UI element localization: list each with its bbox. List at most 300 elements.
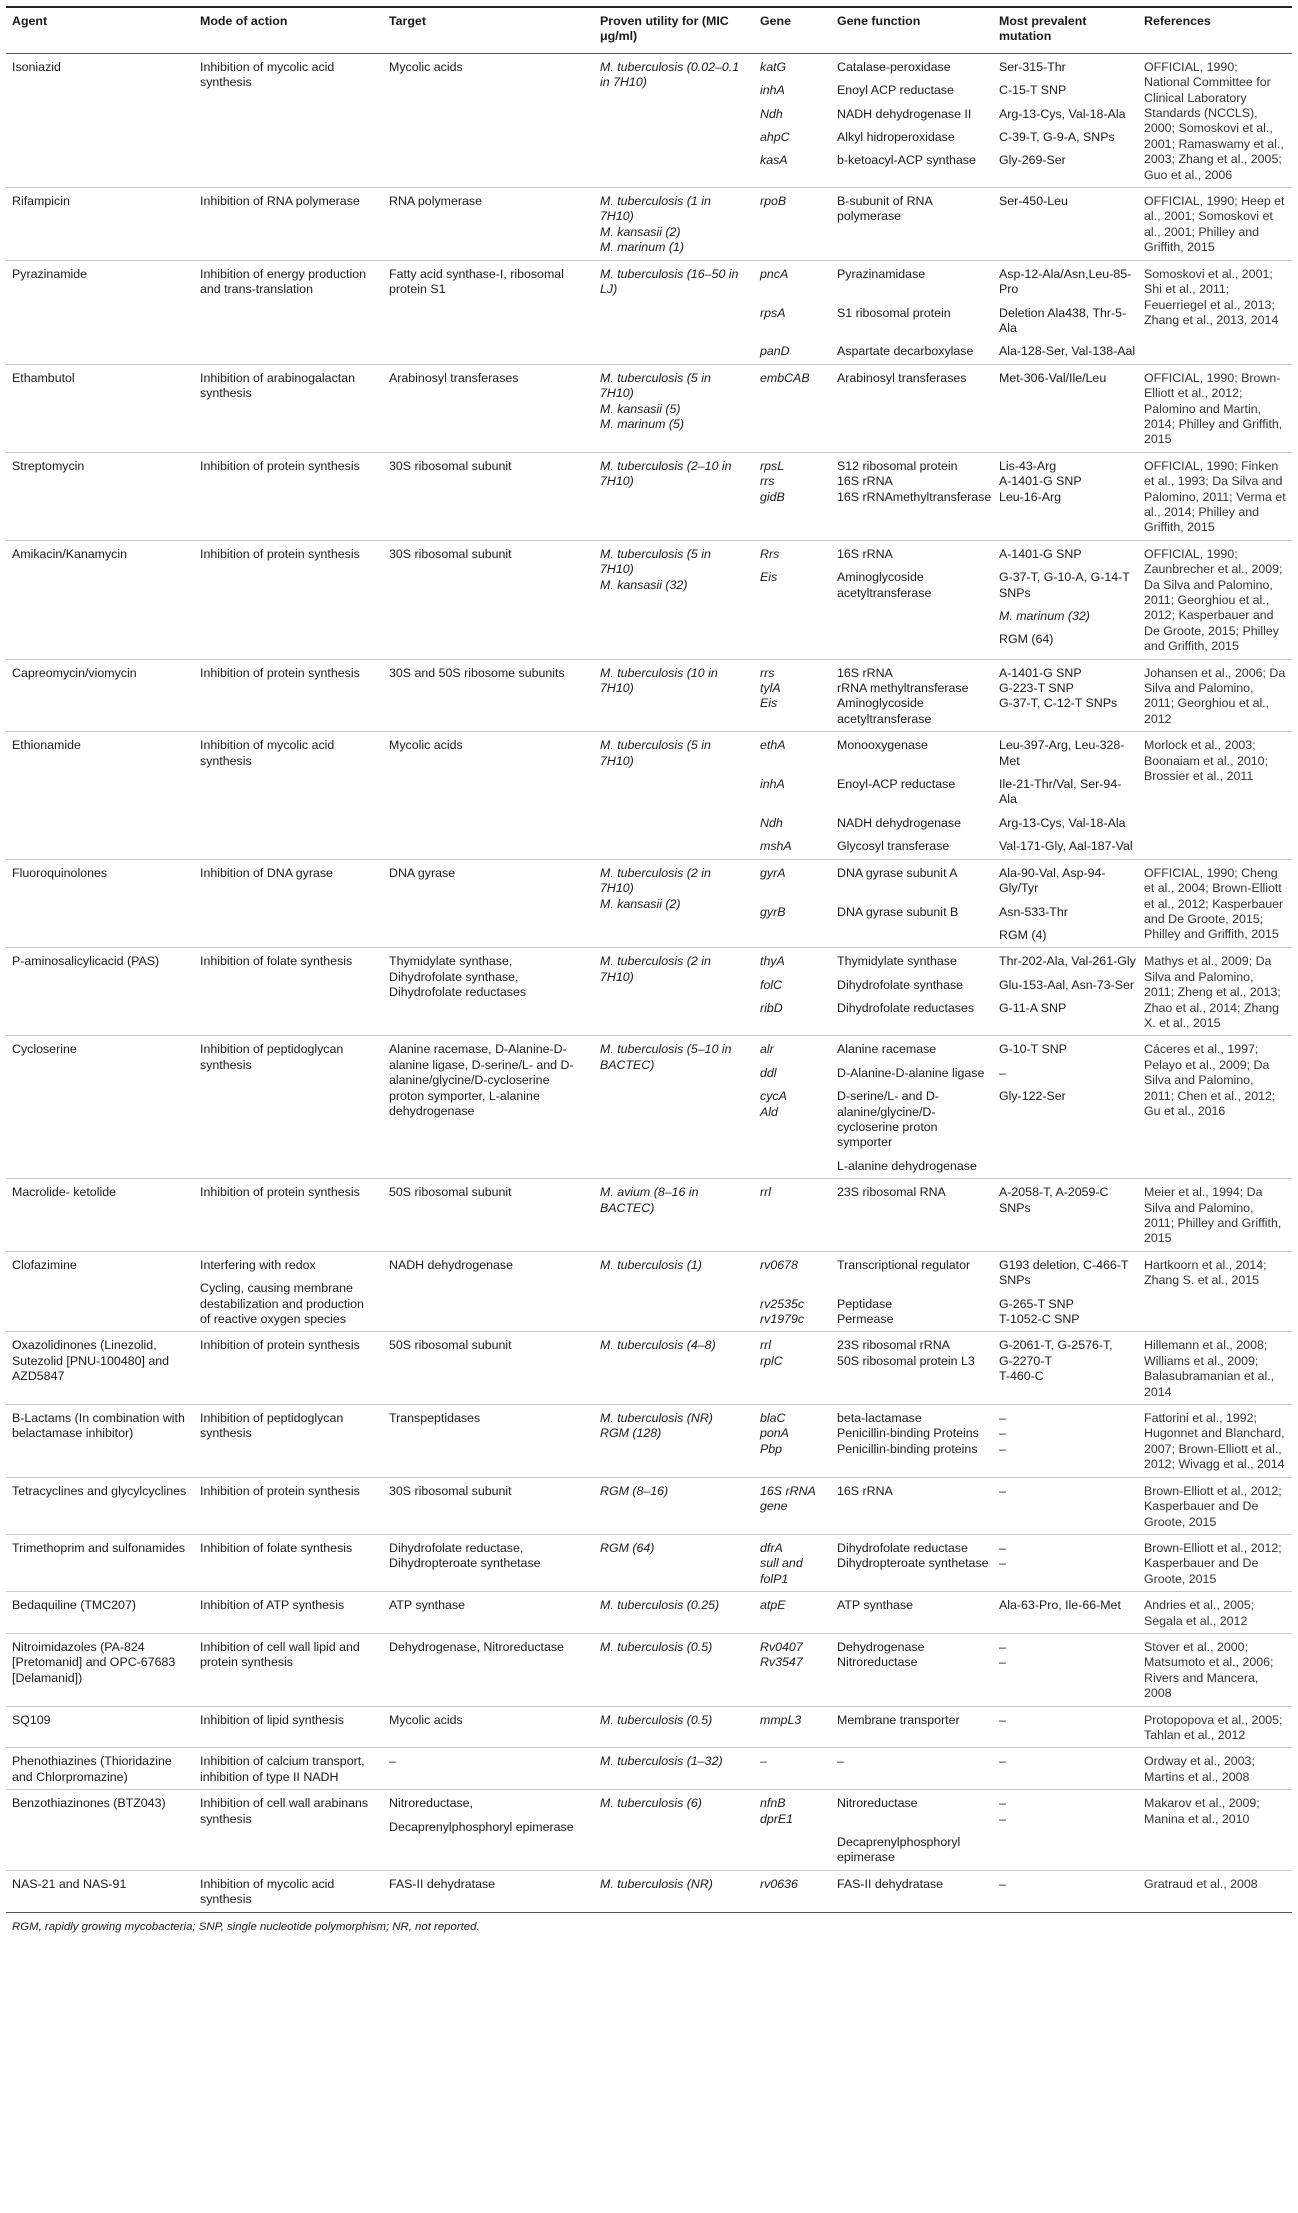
gene-name: ddl xyxy=(760,1065,777,1080)
target-cell xyxy=(383,1332,594,1405)
mutation: T-460-C xyxy=(999,1369,1044,1384)
agent-cell xyxy=(6,53,194,187)
mutation-cell xyxy=(993,452,1138,540)
agent-name: Nitroimidazoles (PA-824 [Pretomanid] and OPC-67683 [Delamanid]) xyxy=(12,1639,176,1685)
agent-name: SQ109 xyxy=(12,1712,51,1727)
mode-cell xyxy=(194,1870,383,1912)
mutation-entry xyxy=(999,1754,1138,1769)
gene-name: dprE1 xyxy=(760,1811,794,1826)
target: DNA gyrase xyxy=(389,865,456,880)
mode-of-action: Inhibition of protein synthesis xyxy=(200,546,360,561)
references: Fattorini et al., 1992; Hugonnet and Blanchard, 2007; Brown-Elliott et al., 2012; Wivagg et al., 2014 xyxy=(1144,1411,1285,1472)
gene-cell xyxy=(754,659,831,732)
proven-utility: M. tuberculosis (NR) xyxy=(600,1411,713,1426)
mutation: – xyxy=(999,1540,1006,1555)
mutation: Thr-202-Ala, Val-261-Gly xyxy=(999,954,1136,969)
utility-cell xyxy=(594,948,754,1036)
table-row xyxy=(6,1036,1292,1179)
mutation xyxy=(999,1159,1138,1174)
gene-entry xyxy=(760,1185,831,1216)
gene-cell xyxy=(754,1706,831,1748)
gene-cell xyxy=(754,1332,831,1405)
gene-name: katG xyxy=(760,59,787,74)
gene-entry xyxy=(760,954,831,969)
mutation-entry xyxy=(999,1066,1138,1081)
gene-function: b-ketoacyl-ACP synthase xyxy=(837,153,976,168)
gene-function: Membrane transporter xyxy=(837,1712,960,1727)
agent-name: Benzothiazinones (BTZ043) xyxy=(12,1796,166,1811)
mutation-entry xyxy=(999,1598,1138,1613)
references-cell xyxy=(1138,1592,1292,1634)
mutation: Ala-90-Val, Asp-94-Gly/Tyr xyxy=(999,865,1106,896)
gene-function: Monooxygenase xyxy=(837,738,928,753)
gene-function: beta-lactamase xyxy=(837,1411,922,1426)
gene-function-entry xyxy=(837,130,993,145)
gene-function: Dihydrofolate synthase xyxy=(837,977,964,992)
gene-function-cell xyxy=(831,732,993,859)
proven-utility: M. kansasii (32) xyxy=(600,577,688,592)
references: OFFICIAL, 1990; Cheng et al., 2004; Brown-Elliott et al., 2012; Kasperbauer and De Groote, 2015; Philley and Griffith, 2015 xyxy=(1144,865,1284,942)
header-mode-of-action: Mode of action xyxy=(194,7,383,53)
gene-cell xyxy=(754,1477,831,1534)
gene-name: gyrB xyxy=(760,904,786,919)
gene-function-entry xyxy=(837,905,993,920)
gene-function-entry xyxy=(837,866,993,897)
target-cell xyxy=(383,948,594,1036)
mutation-entry xyxy=(999,130,1138,145)
gene-entry xyxy=(760,107,831,122)
gene-cell xyxy=(754,732,831,859)
mutation: G193 deletion, C-466-T SNPs xyxy=(999,1257,1129,1288)
gene-function-cell xyxy=(831,364,993,452)
mode-cell xyxy=(194,1592,383,1634)
target-cell xyxy=(383,452,594,540)
utility-cell xyxy=(594,732,754,859)
mutation-cell xyxy=(993,1706,1138,1748)
references: OFFICIAL, 1990; Brown-Elliott et al., 2012; Palomino and Martin, 2014; Philley and Griffith, 2015 xyxy=(1144,370,1283,447)
gene-name: gidB xyxy=(760,489,785,504)
utility-cell xyxy=(594,540,754,659)
proven-utility: M. tuberculosis (6) xyxy=(600,1796,702,1811)
gene-function-entry xyxy=(837,1835,993,1866)
mutation: A-1401-G SNP xyxy=(999,546,1082,561)
spacer xyxy=(389,1812,588,1820)
target: Alanine racemase, D-Alanine-D-alanine ligase, D-serine/L- and D-alanine/glycine/D-cycloserine proton symporter, L-alanine dehydrogenase xyxy=(389,1042,574,1118)
gene-function-entry xyxy=(837,1354,993,1385)
utility-cell xyxy=(594,1790,754,1871)
gene-entry xyxy=(760,1835,831,1866)
references: Morlock et al., 2003; Boonaiam et al., 2010; Brossier et al., 2011 xyxy=(1144,738,1268,784)
target-cell xyxy=(383,1633,594,1706)
mode-cell xyxy=(194,859,383,948)
mutation: A-2058-T, A-2059-C SNPs xyxy=(999,1185,1109,1215)
target-cell xyxy=(383,1790,594,1871)
proven-utility: M. tuberculosis (1–32) xyxy=(600,1754,723,1769)
gene-entry xyxy=(760,459,831,474)
mutation-entry xyxy=(999,459,1138,474)
agent-cell xyxy=(6,1633,194,1706)
proven-utility: RGM (64) xyxy=(600,1540,655,1555)
gene-function: Nitroreductase xyxy=(837,1796,918,1811)
agent-cell xyxy=(6,452,194,540)
gene-name xyxy=(760,1159,831,1174)
gene-entry xyxy=(760,1042,831,1057)
header-agent: Agent xyxy=(6,7,194,53)
proven-utility: M. tuberculosis (2 in 7H10) xyxy=(600,865,711,896)
gene-function-entry xyxy=(837,1159,993,1174)
mutation-cell xyxy=(993,1036,1138,1179)
utility-cell xyxy=(594,53,754,187)
mutation-cell xyxy=(993,1592,1138,1634)
references: Gratraud et al., 2008 xyxy=(1144,1876,1258,1891)
gene-entry xyxy=(760,1312,831,1327)
gene-name: pncA xyxy=(760,266,789,281)
header-gene-function: Gene function xyxy=(831,7,993,53)
utility-cell xyxy=(594,1748,754,1790)
agent-name: Ethambutol xyxy=(12,370,75,385)
gene-entry xyxy=(760,306,831,337)
gene-function: Enoyl-ACP reductase xyxy=(837,777,956,792)
mutation-entry xyxy=(999,344,1138,359)
mode-of-action: Inhibition of DNA gyrase xyxy=(200,865,333,880)
proven-utility: M. tuberculosis (5 in 7H10) xyxy=(600,738,711,768)
gene-function: 23S ribosomal rRNA xyxy=(837,1338,950,1353)
agent-cell xyxy=(6,1748,194,1790)
target: Arabinosyl transferases xyxy=(389,370,519,385)
mode-of-action: Inhibition of ATP synthesis xyxy=(200,1598,345,1613)
mutation-entry xyxy=(999,666,1138,681)
mutation-cell xyxy=(993,732,1138,859)
gene-function: Glycosyl transferase xyxy=(837,839,950,854)
references-cell xyxy=(1138,1633,1292,1706)
proven-utility: M. tuberculosis (2–10 in 7H10) xyxy=(600,458,732,489)
gene-function-entry xyxy=(837,954,993,969)
gene-function-entry xyxy=(837,194,993,225)
proven-utility: M. marinum (5) xyxy=(600,416,684,431)
gene-name: alr xyxy=(760,1042,774,1057)
gene-function-entry xyxy=(837,1640,993,1655)
mutation-cell xyxy=(993,540,1138,659)
gene-name: nfnB xyxy=(760,1796,786,1811)
table-row xyxy=(6,732,1292,859)
agent-cell xyxy=(6,1790,194,1871)
gene-entry xyxy=(760,978,831,993)
table-row xyxy=(6,1332,1292,1405)
mode-of-action: Inhibition of folate synthesis xyxy=(200,1540,353,1555)
table-row xyxy=(6,1179,1292,1252)
mutation-entry xyxy=(999,839,1138,854)
mutation: Asn-533-Thr xyxy=(999,904,1068,919)
mutation-entry xyxy=(999,1258,1138,1289)
references: Protopopova et al., 2005; Tahlan et al., 2012 xyxy=(1144,1712,1283,1742)
gene-entry xyxy=(760,777,831,808)
mutation-entry xyxy=(999,696,1138,727)
mutation-entry xyxy=(999,928,1138,943)
gene-entry xyxy=(760,1297,831,1312)
gene-entry xyxy=(760,1655,831,1670)
gene-entry xyxy=(760,1338,831,1353)
gene-function: Alanine racemase xyxy=(837,1042,937,1057)
gene-function: Dihydrofolate reductases xyxy=(837,1001,975,1016)
mode-of-action: Inhibition of calcium transport, inhibition of type II NADH xyxy=(200,1754,365,1784)
utility-cell xyxy=(594,859,754,948)
gene-function: Penicillin-binding proteins xyxy=(837,1441,978,1456)
gene-function-entry xyxy=(837,371,993,386)
gene-function: Enoyl ACP reductase xyxy=(837,83,954,98)
target: NADH dehydrogenase xyxy=(389,1257,513,1272)
gene-name: mmpL3 xyxy=(760,1712,802,1727)
mutation-entry xyxy=(999,681,1138,696)
gene-function: Penicillin-binding Proteins xyxy=(837,1426,979,1441)
mutation-entry xyxy=(999,1796,1138,1811)
references-cell xyxy=(1138,1748,1292,1790)
mode-of-action: Inhibition of arabinogalactan synthesis xyxy=(200,370,355,401)
agent-name: Pyrazinamide xyxy=(12,266,88,281)
gene-function-entry xyxy=(837,1541,993,1556)
mode-cell xyxy=(194,1405,383,1478)
target-cell xyxy=(383,659,594,732)
mycobacteria-drug-table xyxy=(6,6,1292,1913)
mode-cell xyxy=(194,1748,383,1790)
agent-name: Rifampicin xyxy=(12,194,70,209)
target-cell xyxy=(383,540,594,659)
mutation: T-1052-C SNP xyxy=(999,1312,1080,1327)
gene-function: Decaprenylphosphoryl epimerase xyxy=(837,1835,961,1865)
references: OFFICIAL, 1990; Heep et al., 2001; Somoskovi et al., 2001; Philley and Griffith, 2015 xyxy=(1144,194,1285,255)
mutation-entry xyxy=(999,1185,1138,1216)
gene-function-entry xyxy=(837,344,993,359)
mutation: Ile-21-Thr/Val, Ser-94-Ala xyxy=(999,777,1122,807)
table-row xyxy=(6,260,1292,364)
mutation: Deletion Ala438, Thr-5-Ala xyxy=(999,305,1127,335)
header-most-prevalent-mutation: Most prevalent mutation xyxy=(993,7,1138,53)
table-row xyxy=(6,1870,1292,1912)
mode-cell xyxy=(194,364,383,452)
gene-function: Aspartate decarboxylase xyxy=(837,344,974,359)
references-cell xyxy=(1138,1179,1292,1252)
mode-of-action: Inhibition of mycolic acid synthesis xyxy=(200,1876,335,1907)
target: Mycolic acids xyxy=(389,1712,463,1727)
gene-function-entry xyxy=(837,267,993,298)
mode-of-action: Inhibition of mycolic acid synthesis xyxy=(200,738,335,768)
mode-cell xyxy=(194,1251,383,1332)
target-cell xyxy=(383,1179,594,1252)
mutation: – xyxy=(999,1796,1006,1811)
target: RNA polymerase xyxy=(389,194,482,209)
proven-utility: M. marinum (1) xyxy=(600,240,684,255)
references-cell xyxy=(1138,948,1292,1036)
gene-function-entry xyxy=(837,1411,993,1426)
mode-of-action: Inhibition of energy production and trans-translation xyxy=(200,266,367,297)
gene-cell xyxy=(754,1036,831,1179)
mutation-cell xyxy=(993,1251,1138,1332)
target: Transpeptidases xyxy=(389,1411,481,1426)
target-cell xyxy=(383,1036,594,1179)
references-cell xyxy=(1138,53,1292,187)
table-row xyxy=(6,1534,1292,1591)
agent-cell xyxy=(6,540,194,659)
gene-function-entry xyxy=(837,738,993,769)
gene-name: Ndh xyxy=(760,106,783,121)
mutation-cell xyxy=(993,659,1138,732)
mutation: A-1401-G SNP xyxy=(999,474,1082,489)
references: Cáceres et al., 1997; Pelayo et al., 2009; Da Silva and Palomino, 2011; Chen et al., 2012; Gu et al., 2016 xyxy=(1144,1042,1276,1118)
table-body xyxy=(6,53,1292,1912)
references: Ordway et al., 2003; Martins et al., 2008 xyxy=(1144,1754,1255,1784)
gene-function-entry xyxy=(837,83,993,98)
references-cell xyxy=(1138,260,1292,364)
utility-cell xyxy=(594,1405,754,1478)
gene-function: 16S rRNAmethyltransferase xyxy=(837,489,992,504)
gene-entry xyxy=(760,1754,831,1769)
gene-function: FAS-II dehydratase xyxy=(837,1876,944,1891)
gene-function-entry xyxy=(837,1297,993,1312)
mutation-entry xyxy=(999,1442,1138,1457)
mutation: M. marinum (32) xyxy=(999,609,1090,623)
gene-name: folC xyxy=(760,977,783,992)
utility-cell xyxy=(594,188,754,261)
references: Brown-Elliott et al., 2012; Kasperbauer and De Groote, 2015 xyxy=(1144,1540,1282,1586)
gene-name: rv0636 xyxy=(760,1876,798,1891)
gene-function: Pyrazinamidase xyxy=(837,266,926,281)
gene-name xyxy=(760,1835,831,1850)
references-cell xyxy=(1138,732,1292,859)
table-row xyxy=(6,53,1292,187)
gene-entry xyxy=(760,1354,831,1385)
mode-of-action: Inhibition of protein synthesis xyxy=(200,1185,360,1200)
gene-entry xyxy=(760,1556,831,1587)
gene-function: Nitroreductase xyxy=(837,1655,918,1670)
mutation xyxy=(999,1835,1138,1850)
mutation-entry xyxy=(999,83,1138,98)
gene-entry xyxy=(760,83,831,98)
gene-function-entry xyxy=(837,696,993,727)
target: Nitroreductase, xyxy=(389,1796,474,1811)
gene-function-cell xyxy=(831,859,993,948)
utility-cell xyxy=(594,1036,754,1179)
agent-name: Trimethoprim and sulfonamides xyxy=(12,1540,186,1555)
gene-function-cell xyxy=(831,659,993,732)
proven-utility: M. avium (8–16 in BACTEC) xyxy=(600,1185,699,1215)
gene-entry xyxy=(760,267,831,298)
gene-function-entry xyxy=(837,1066,993,1081)
gene-function-cell xyxy=(831,1405,993,1478)
gene-cell xyxy=(754,859,831,948)
references: Stover et al., 2000; Matsumoto et al., 2006; Rivers and Mancera, 2008 xyxy=(1144,1639,1274,1701)
gene-function-entry xyxy=(837,1812,993,1827)
gene-entry xyxy=(760,666,831,681)
utility-cell xyxy=(594,1179,754,1252)
mutation: Leu-16-Arg xyxy=(999,489,1061,504)
agent-name: Phenothiazines (Thioridazine and Chlorpromazine) xyxy=(12,1754,172,1784)
references: Brown-Elliott et al., 2012; Kasperbauer and De Groote, 2015 xyxy=(1144,1483,1282,1529)
agent-cell xyxy=(6,1534,194,1591)
gene-entry xyxy=(760,547,831,562)
mutation: Ser-315-Thr xyxy=(999,59,1066,74)
mutation: G-2061-T, G-2576-T, xyxy=(999,1338,1113,1353)
table-row xyxy=(6,452,1292,540)
agent-cell xyxy=(6,364,194,452)
table-row xyxy=(6,1790,1292,1871)
gene-entry xyxy=(760,1640,831,1655)
gene-entry xyxy=(760,490,831,505)
gene-entry xyxy=(760,928,831,943)
gene-function-entry xyxy=(837,928,993,943)
gene-function-cell xyxy=(831,1592,993,1634)
utility-cell xyxy=(594,1706,754,1748)
table-row xyxy=(6,1477,1292,1534)
gene-name: sull and folP1 xyxy=(760,1556,803,1586)
gene-function: 16S rRNA xyxy=(837,474,893,489)
gene-cell xyxy=(754,540,831,659)
gene-entry xyxy=(760,839,831,854)
gene-function-cell xyxy=(831,1332,993,1405)
agent-cell xyxy=(6,859,194,948)
gene-name: Ndh xyxy=(760,815,783,830)
mutation: Val-171-Gly, Aal-187-Val xyxy=(999,839,1133,854)
gene-entry xyxy=(760,474,831,489)
gene-entry xyxy=(760,130,831,145)
gene-function-entry xyxy=(837,1754,993,1769)
gene-name: inhA xyxy=(760,83,785,98)
gene-function-entry xyxy=(837,1877,993,1892)
references-cell xyxy=(1138,1477,1292,1534)
proven-utility: M. tuberculosis (NR) xyxy=(600,1876,713,1891)
agent-cell xyxy=(6,1870,194,1912)
mutation: Met-306-Val/Ile/Leu xyxy=(999,370,1107,385)
gene-name xyxy=(760,632,831,647)
references: Hillemann et al., 2008; Williams et al., 2009; Balasubramanian et al., 2014 xyxy=(1144,1338,1275,1399)
gene-function-cell xyxy=(831,260,993,364)
mutation: Glu-153-Aal, Asn-73-Ser xyxy=(999,977,1134,992)
mutation: G-223-T SNP xyxy=(999,681,1074,696)
mode-cell xyxy=(194,452,383,540)
gene-cell xyxy=(754,53,831,187)
gene-name: atpE xyxy=(760,1598,786,1613)
gene-name: cycA xyxy=(760,1089,787,1104)
gene-function: Dihydrofolate reductase xyxy=(837,1540,968,1555)
mutation: – xyxy=(999,1441,1006,1456)
gene-function-entry xyxy=(837,681,993,696)
mutation: G-10-T SNP xyxy=(999,1042,1067,1057)
table-row xyxy=(6,1633,1292,1706)
proven-utility: M. tuberculosis (0.25) xyxy=(600,1598,720,1613)
gene-cell xyxy=(754,364,831,452)
mutation-entry xyxy=(999,1089,1138,1151)
target-cell xyxy=(383,859,594,948)
agent-name: Fluoroquinolones xyxy=(12,865,108,880)
gene-cell xyxy=(754,1633,831,1706)
mode-of-action: Inhibition of mycolic acid synthesis xyxy=(200,59,335,90)
mutation: – xyxy=(999,1655,1006,1670)
utility-cell xyxy=(594,364,754,452)
gene-function-cell xyxy=(831,948,993,1036)
mode-cell xyxy=(194,260,383,364)
proven-utility: RGM (128) xyxy=(600,1426,662,1441)
gene-name: mshA xyxy=(760,839,792,854)
mutation-entry xyxy=(999,1812,1138,1827)
target: FAS-II dehydratase xyxy=(389,1876,496,1891)
mutation-entry xyxy=(999,1042,1138,1057)
utility-cell xyxy=(594,659,754,732)
references: Hartkoorn et al., 2014; Zhang S. et al., 2015 xyxy=(1144,1257,1267,1288)
gene-function: Aminoglycoside acetyltransferase xyxy=(837,696,932,726)
references: Andries et al., 2005; Segala et al., 2012 xyxy=(1144,1598,1255,1628)
gene-function: DNA gyrase subunit B xyxy=(837,904,959,919)
mutation: Arg-13-Cys, Val-18-Ala xyxy=(999,106,1126,121)
gene-cell xyxy=(754,1870,831,1912)
references-cell xyxy=(1138,1790,1292,1871)
